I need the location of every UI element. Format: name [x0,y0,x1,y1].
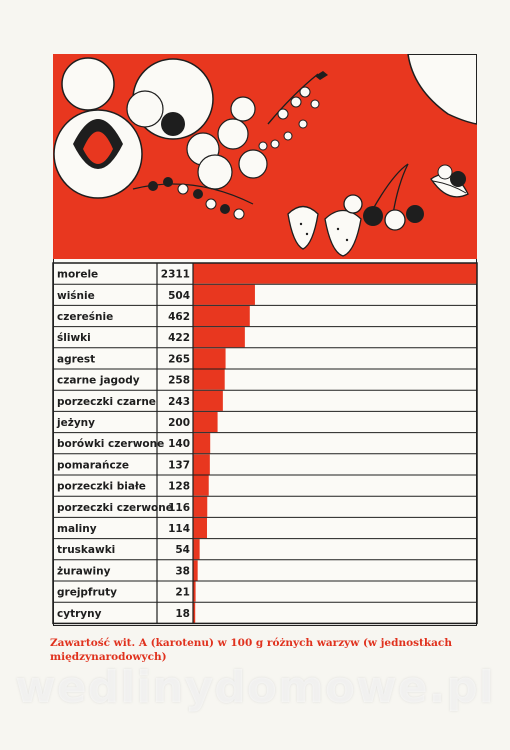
category-label-6: porzeczki czarne [57,395,156,408]
bar-6 [193,391,223,411]
category-label-9: pomarańcze [57,459,129,472]
category-label-8: borówki czerwone [57,438,165,451]
bar-5 [193,370,225,390]
value-label-15: 21 [175,586,190,599]
value-label-2: 462 [168,311,190,323]
bar-8 [193,433,210,453]
value-label-0: 2311 [160,268,190,281]
value-label-4: 265 [168,353,190,366]
value-label-13: 54 [175,544,190,557]
value-label-3: 422 [168,332,190,345]
value-label-8: 140 [168,438,190,451]
value-label-5: 258 [168,374,190,387]
category-label-11: porzeczki czerwone [57,501,173,514]
value-label-1: 504 [168,289,190,302]
category-label-4: agrest [57,353,96,366]
bar-1 [193,285,255,305]
bar-9 [193,454,210,474]
value-label-6: 243 [168,395,190,408]
bar-0 [193,264,477,284]
value-label-7: 200 [168,417,190,429]
value-label-10: 128 [168,480,190,493]
bar-10 [193,476,209,496]
category-label-2: czereśnie [57,311,114,323]
bar-13 [193,539,200,559]
category-label-15: grejpfruty [57,586,118,599]
value-label-11: 116 [168,501,190,514]
category-label-16: cytryny [57,607,102,620]
category-label-13: truskawki [57,544,116,557]
category-label-5: czarne jagody [57,374,140,387]
bar-11 [193,497,207,517]
category-label-7: jeżyny [57,417,95,429]
category-label-12: maliny [57,523,97,535]
chart-caption: Zawartość wit. A (karotenu) w 100 g różnych warzyw (w jednostkach międzynarodowych) [50,637,452,663]
bar-2 [193,306,250,326]
category-label-3: śliwki [57,332,91,345]
bar-7 [193,412,218,432]
value-label-14: 38 [175,565,190,578]
bar-14 [193,560,198,580]
watermark: wedlinydomowe.pl [15,662,495,713]
bar-12 [193,518,207,538]
value-label-12: 114 [168,523,190,535]
category-label-14: żurawiny [57,565,111,578]
category-label-0: morele [57,268,99,281]
bar-4 [193,348,226,368]
value-label-16: 18 [175,607,190,620]
category-label-10: porzeczki białe [57,480,146,493]
bar-3 [193,327,245,347]
value-label-9: 137 [168,459,190,472]
category-label-1: wiśnie [57,289,95,302]
